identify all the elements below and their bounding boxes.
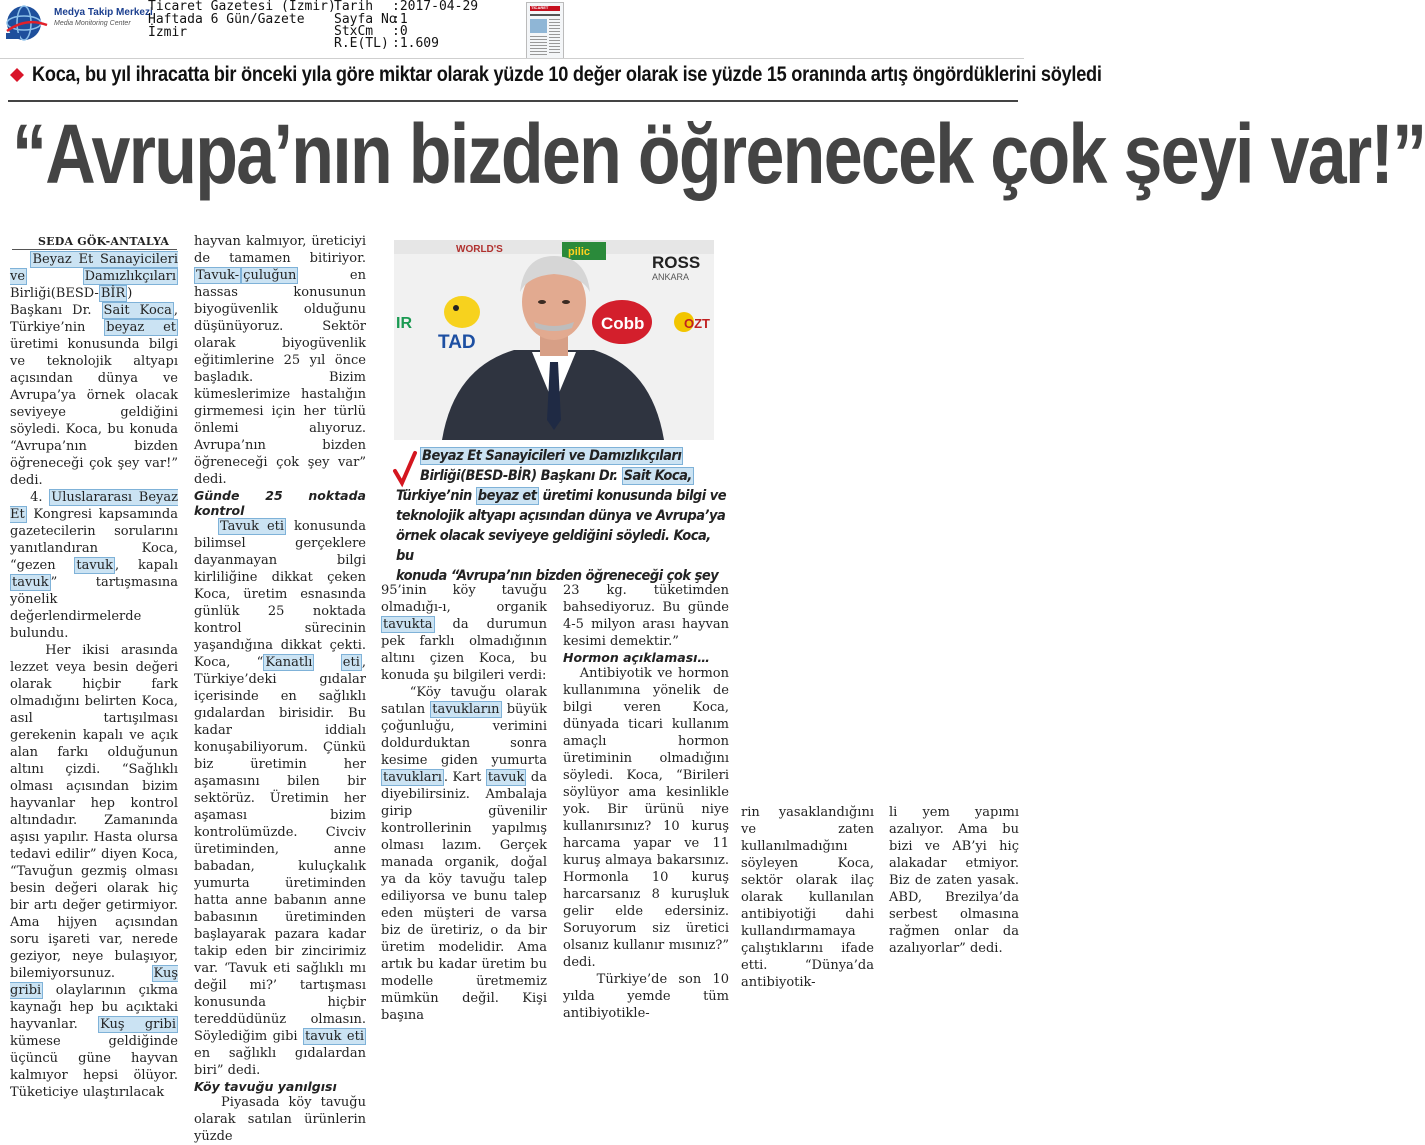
caption-line: Birliği(BESD-BİR) Başkanı Dr. <box>420 468 622 484</box>
publication-frequency: Haftada 6 Gün/Gazete <box>148 12 305 27</box>
thumbnail-masthead: TİCARET <box>531 5 549 10</box>
highlight: tavukların <box>432 702 500 717</box>
caption-line: örnek olacak seviyeye geldiğini söyledi. Koca, bu <box>396 528 711 564</box>
highlight: beyaz et <box>106 320 177 335</box>
article-headline: “Avrupa’nın bizden öğrenecek çok şeyi var!” <box>12 107 1425 201</box>
column-4: 23 kg. tüketimden bahsediyoruz. Bu günde 4-5 milyon arası hayvan kesimi demektir.” Hormon açıklaması… Antibiyotik ve hormon kullanımına yönelik de bilgi veren Koca, dünyada ticari kullanım amaçlı hormon üretiminin olmadığını söyledi. Koca, “Birileri söylüyor ama kesinlikle yok. Bir ürünü niye kullanırsınız? 10 kuruş harcama yapar ve 11 kuruş almaya bakarsınız. Hormonla 10 kuruş harcarsanız 8 kuruşluk gelir elde edersiniz. Soruyorum siz üretici olsanız kullanır mısınız?” dedi. Türkiye’de son 10 yılda yemde tüm antibiyotikle- <box>563 583 729 1021</box>
byline: SEDA GÖK-ANTALYA <box>38 235 170 248</box>
highlight: Tavuk- <box>196 268 240 283</box>
subheading: Hormon açıklaması… <box>563 650 710 665</box>
publication-city: İzmir <box>148 25 188 40</box>
highlight: Sait Koca <box>103 303 172 318</box>
column-2: hayvan kalmıyor, üreticiyi de tamamen bitiriyor. Tavuk- çuluğun en hassas konusunun biyogüvenlik olduğunu düşünüyoruz. Sektör olarak biyogüvenlik eğitimlerine 25 yıl önce başladık. Bizim kümeslerimize hastalığın girmemesi için her türlü önlemi alıyoruz. Avrupa’nın bizden öğreneceği çok şey var” dedi. Günde 25 noktada kontrol Tavuk eti konusunda bilimsel gerçeklere dayanmayan bilgi kirliliğine dikkat çeken Koca, üretim esnasında günlük 25 noktada kontrol sürecinin yaşandığına dikkat çekti. Koca, “ Kanatlı eti , Türkiye’deki gıdalar içerisinde en sağlıklı gıdalardan birisidir. Bu kadar iddialı konuşabiliyorum. Çünkü biz üretimin her aşamasını bilen bir sektörüz. Üretimin her aşaması bizim kontrolümüzde. Civciv üretiminden, anne babadan, kuluçkalık yumurta üretiminden hatta anne babanın anne babasının üretiminden başlayarak pazara kadar takip eden bir zincirimiz var. ‘Tavuk eti sağlıklı mı değil mi?’ tartışması konusunda hiçbir tereddüdünüz olmasın. Söylediğim gibi tavuk eti en sağlıklı gıdalardan biri” dedi. Köy tavuğu yanılgısı Piyasada köy tavuğu olarak satılan ürünlerin yüzde <box>194 234 366 1144</box>
highlight: tavuk <box>76 558 113 573</box>
red-check-icon <box>394 451 416 485</box>
highlight: tavukta <box>383 617 433 632</box>
highlight: Beyaz Et Sanayicileri ve Damızlıkçıları <box>422 448 682 464</box>
photo-logo-pilic: pilic <box>568 246 591 258</box>
highlight: çuluğun <box>243 268 297 283</box>
photo-logo-ross: ROSS <box>652 253 701 272</box>
highlight: Kanatlı <box>265 655 313 670</box>
photo-logo-cobb: Cobb <box>601 314 645 333</box>
highlight: Tavuk eti <box>219 519 285 534</box>
photo-logo-ir: IR <box>396 315 412 332</box>
highlight: Uluslararası Beyaz Et <box>10 490 178 522</box>
photo-caption <box>396 446 730 586</box>
page-label: Sayfa No <box>334 12 397 27</box>
column-6: li yem yapımı azalıyor. Ama bu bizi ve AB’yi hiç alakadar etmiyor. Biz de zaten yasak. ABD, Brezilya’da serbest olmasına rağmen onlar da azalıyorlar” dedi. <box>889 805 1019 956</box>
stxcm-label: StxCm <box>334 24 374 39</box>
stxcm-value: :0 <box>392 24 408 39</box>
speaker-photo <box>394 240 714 440</box>
date-value: :2017-04-29 <box>392 0 479 14</box>
highlight: Damızlıkçıları <box>84 269 176 284</box>
highlight: Kuş gribi <box>10 966 178 998</box>
highlight: Kuş gribi <box>100 1017 176 1032</box>
highlight: tavuk <box>12 575 49 590</box>
highlight: tavuk eti <box>304 1029 365 1044</box>
subhead-rule <box>8 100 1018 102</box>
re-value: :1.609 <box>392 36 439 51</box>
highlight: Beyaz Et Sanayicileri ve <box>10 252 178 284</box>
date-label: Tarih <box>334 0 374 14</box>
highlight: Sait Koca, <box>623 468 692 484</box>
publication-name: Ticaret Gazetesi (İzmir) <box>148 0 336 14</box>
highlight: eti <box>342 655 360 670</box>
caption-line: Türkiye’nin <box>396 488 476 504</box>
caption-line: konuda “Avrupa’nın bizden öğreneceği çok şey <box>396 568 719 584</box>
article-subhead: Koca, bu yıl ihracatta bir önceki yıla göre miktar olarak yüzde 10 değer olarak ise yüzde 15 oranında artış öngördüklerini söyledi <box>32 63 1102 86</box>
agency-title: Medya Takip Merkezi <box>54 7 153 18</box>
svg-text:WORLD'S: WORLD'S <box>456 244 503 255</box>
re-label: R.E(TL) <box>334 36 389 51</box>
highlight: tavuk <box>487 770 525 785</box>
subheading: Günde 25 noktada kontrol <box>194 488 366 518</box>
column-5: rin yasaklandığını ve zaten kullanılmadığını söyleyen Koca, sektör olarak ilaç olarak kullanılan antibiyotiği dahi kullandırmamaya çalıştıklarını ifade etti. “Dünya’da antibiyotik- <box>741 805 874 990</box>
highlight: beyaz et <box>477 488 537 504</box>
photo-logo-ozt: OZT <box>684 316 710 331</box>
page-thumbnail[interactable] <box>526 2 564 59</box>
column-3: 95’inin köy tavuğu olmadığı-ı, organik tavukta da durumun pek farklı olmadığının altını çizen Koca, bu konuda şu bilgileri verdi: “Köy tavuğu olarak satılan tavukların büyük çoğunluğu, verimini doldurduktan sonra kesime giden yumurta tavukları . Kart tavuk da diyebilirsiniz. Ambalaja girip güvenilir kontrollerinin yapılmış olması lazım. Gerçek manada organik, doğal ya da köy tavuğu talep ediliyorsa ve bunu talep eden müşteri de varsa biz de üretiriz, o da bir üretim modelidir. Ama artık bu kadar üretim bu modelle üretmemiz mümkün değil. Kişi başına <box>381 583 547 1023</box>
photo-logo-ankara: ANKARA <box>652 272 690 282</box>
caption-line: üretimi konusunda bilgi ve <box>538 488 727 504</box>
header-divider <box>0 58 1024 59</box>
highlight: BİR <box>100 286 126 301</box>
page-value: :1 <box>392 12 408 27</box>
byline-rule <box>12 249 177 250</box>
highlight: tavukları <box>383 770 442 785</box>
agency-subtitle: Media Monitoring Center <box>54 20 131 27</box>
photo-illustration <box>394 240 714 440</box>
subheading: Köy tavuğu yanılgısı <box>194 1079 337 1094</box>
agency-globe-icon <box>4 3 48 43</box>
column-1: Beyaz Et Sanayicileri ve Damızlıkçıları Birliği(BESD- BİR ) Başkanı Dr. Sait Koca , Türkiye’nin beyaz et üretimi konusunda bilgi ve teknolojik altyapı açısından dünya ve Avrupa’ya örnek olacak seviyeye geldiğini söyledi. Koca, bu konuda “Avrupa’nın bizden öğreneceği çok şey var!” dedi. 4. Uluslararası Beyaz Et Kongresi kapsamında gazetecilerin sorularını yanıtlandıran Koca, “gezen tavuk , kapalı tavuk ” tartışmasına yönelik değerlendirmelerde bulundu. Her ikisi arasında lezzet veya besin değeri olarak hiçbir fark olmadığını belirten Koca, asıl tartışılması gerekenin kapalı ve açık alan farkı olduğunun altını çizdi. “Sağlıklı olması açısından bizim hayvanlar hep kontrol altındadır. Zamanında aşısı yapılır. Hasta olursa tedavi edilir” diyen Koca, “Tavuğun gezmiş olması besin değeri olarak hiç bir artı değer getirmiyor. Ama hijyen açısından soru işareti var, nerede geziyor, neye bulaşıyor, bilemiyorsunuz. Kuş gribi olaylarının çıkma kaynağı hep bu açıktaki hayvanlar. Kuş gribi kümese geldiğinde üçüncü güne hayvan kalmıyor hepsi ölüyor. Tüketiciye ulaştırılacak <box>10 252 178 1100</box>
caption-line: teknolojik altyapı açısından dünya ve Avrupa’ya <box>396 508 726 524</box>
red-diamond-icon <box>10 68 24 82</box>
photo-logo-tad: TAD <box>438 332 476 353</box>
